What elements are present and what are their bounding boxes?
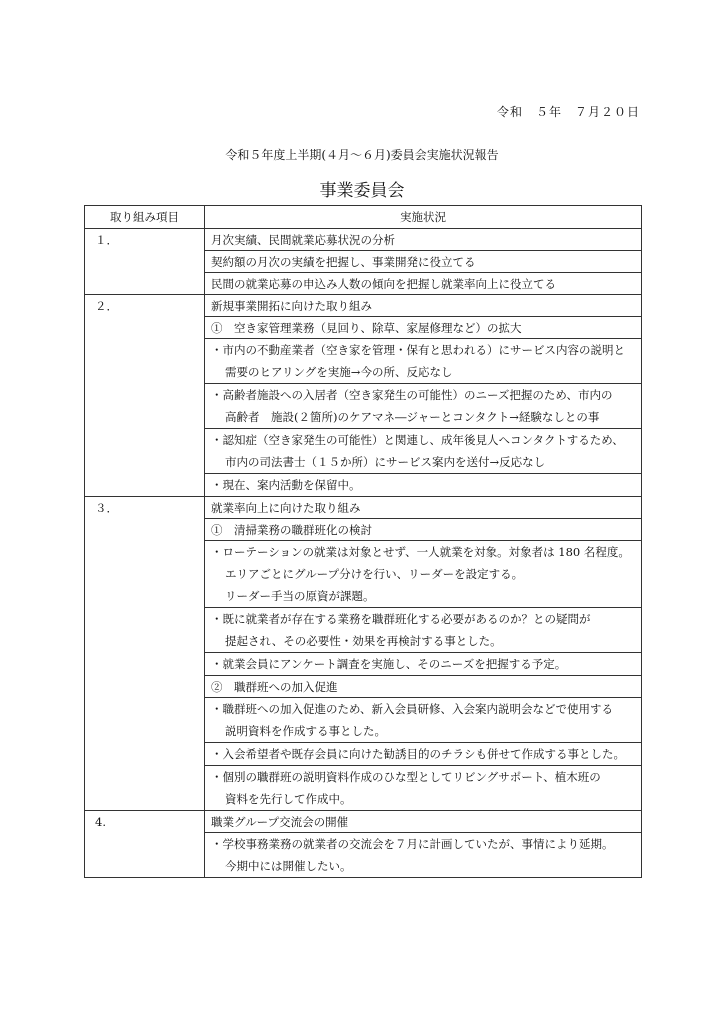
- item-line: ・学校事務業務の就業者の交流会を７月に計画していたが、事情により延期。: [211, 837, 614, 851]
- item-line: 説明資料を作成する事とした。: [225, 724, 386, 738]
- item-line: 市内の司法書士（１５か所）にサービス案内を送付→反応なし: [225, 455, 546, 469]
- table-row: [85, 273, 642, 295]
- list-item: [205, 474, 642, 497]
- item-line: エリアごとにグループ分けを行い、リーダーを設定する。: [225, 567, 524, 581]
- item-line: ・現在、案内活動を保留中。: [211, 478, 361, 492]
- table-row: [85, 384, 642, 429]
- table-row: [85, 474, 642, 497]
- item-line: 需要のヒアリングを実施→今の所、反応なし: [225, 365, 453, 379]
- header-status: 実施状況: [205, 206, 642, 229]
- item-line: ・ローテーションの就業は対象とせず、一人就業を対象。対象者は 180 名程度。: [211, 545, 630, 559]
- item-line: 資料を先行して作成中。: [225, 792, 352, 806]
- list-item: [205, 698, 642, 743]
- item-line: ・職群班への加入促進のため、新入会員研修、入会案内説明会などで使用する: [211, 702, 614, 716]
- item-line: ・入会希望者や既存会員に向けた勧誘目的のチラシも併せて作成する事とした。: [211, 747, 625, 761]
- table-row: [85, 833, 642, 878]
- item-line: ・高齢者施設への入居者（空き家発生の可能性）のニーズ把握のため、市内の: [211, 388, 613, 402]
- table-row: [85, 766, 642, 811]
- report-subtitle: 令和５年度上半期(４月～６月)委員会実施状況報告: [225, 148, 499, 162]
- subsection-title: ① 空き家管理業務（見回り、除草、家屋修理など）の拡大: [205, 317, 642, 339]
- item-line: リーダー手当の原資が課題。: [225, 589, 375, 603]
- report-title: 事業委員会: [319, 181, 405, 201]
- table-row: [85, 251, 642, 273]
- list-item: [205, 541, 642, 608]
- table-row: [85, 811, 642, 833]
- table-row: [85, 339, 642, 384]
- table-row: [85, 519, 642, 541]
- status-table: [84, 205, 642, 878]
- table-row: [85, 229, 642, 251]
- item-line: 高齢者 施設(２箇所)のケアマネ―ジャーとコンタクト→経験なしとの事: [225, 410, 600, 424]
- table-row: [85, 676, 642, 698]
- list-item: [205, 743, 642, 766]
- table-row: [85, 743, 642, 766]
- list-item: [205, 339, 642, 384]
- item-line: ・市内の不動産業者（空き家を管理・保有と思われる）にサービス内容の説明と: [211, 343, 625, 357]
- section-title: 新規事業開拓に向けた取り組み: [205, 295, 642, 317]
- header-item: 取り組み項目: [85, 206, 205, 229]
- table-row: [85, 608, 642, 653]
- table-row: [85, 295, 642, 317]
- list-item: 民間の就業応募の申込み人数の傾向を把握し就業率向上に役立てる: [205, 273, 642, 295]
- list-item: [205, 653, 642, 676]
- list-item: [205, 833, 642, 878]
- list-item: [205, 766, 642, 811]
- item-line: 提起され、その必要性・効果を再検討する事とした。: [225, 634, 502, 648]
- item-line: ・認知症（空き家発生の可能性）と関連し、成年後見人へコンタクトするため、: [211, 433, 624, 447]
- item-line: ・既に就業者が存在する業務を職群班化する必要があるのか？との疑問が: [211, 612, 591, 626]
- section-number: ３．: [85, 497, 205, 519]
- subsection-title: ② 職群班への加入促進: [205, 676, 642, 698]
- report-date: 令和 ５年 ７月２０日: [496, 105, 640, 119]
- table-row: [85, 429, 642, 474]
- table-row: [85, 317, 642, 339]
- subsection-title: ① 清掃業務の職群班化の検討: [205, 519, 642, 541]
- table-row: [85, 541, 642, 608]
- item-line: ・個別の職群班の説明資料作成のひな型としてリビングサポート、植木班の: [211, 770, 601, 784]
- table-header-row: [85, 206, 642, 229]
- table-row: [85, 653, 642, 676]
- section-number: ２．: [85, 295, 205, 317]
- item-line: 今期中には開催したい。: [225, 859, 352, 873]
- list-item: [205, 384, 642, 429]
- table-row: [85, 497, 642, 519]
- list-item: [205, 429, 642, 474]
- list-item: 契約額の月次の実績を把握し、事業開発に役立てる: [205, 251, 642, 273]
- section-title: 職業グループ交流会の開催: [205, 811, 642, 833]
- table-row: [85, 698, 642, 743]
- item-line: ・就業会員にアンケート調査を実施し、そのニーズを把握する予定。: [211, 657, 567, 671]
- section-number: 4.: [85, 811, 205, 833]
- section-title: 月次実績、民間就業応募状況の分析: [205, 229, 642, 251]
- section-title: 就業率向上に向けた取り組み: [205, 497, 642, 519]
- section-number: １．: [85, 229, 205, 251]
- list-item: [205, 608, 642, 653]
